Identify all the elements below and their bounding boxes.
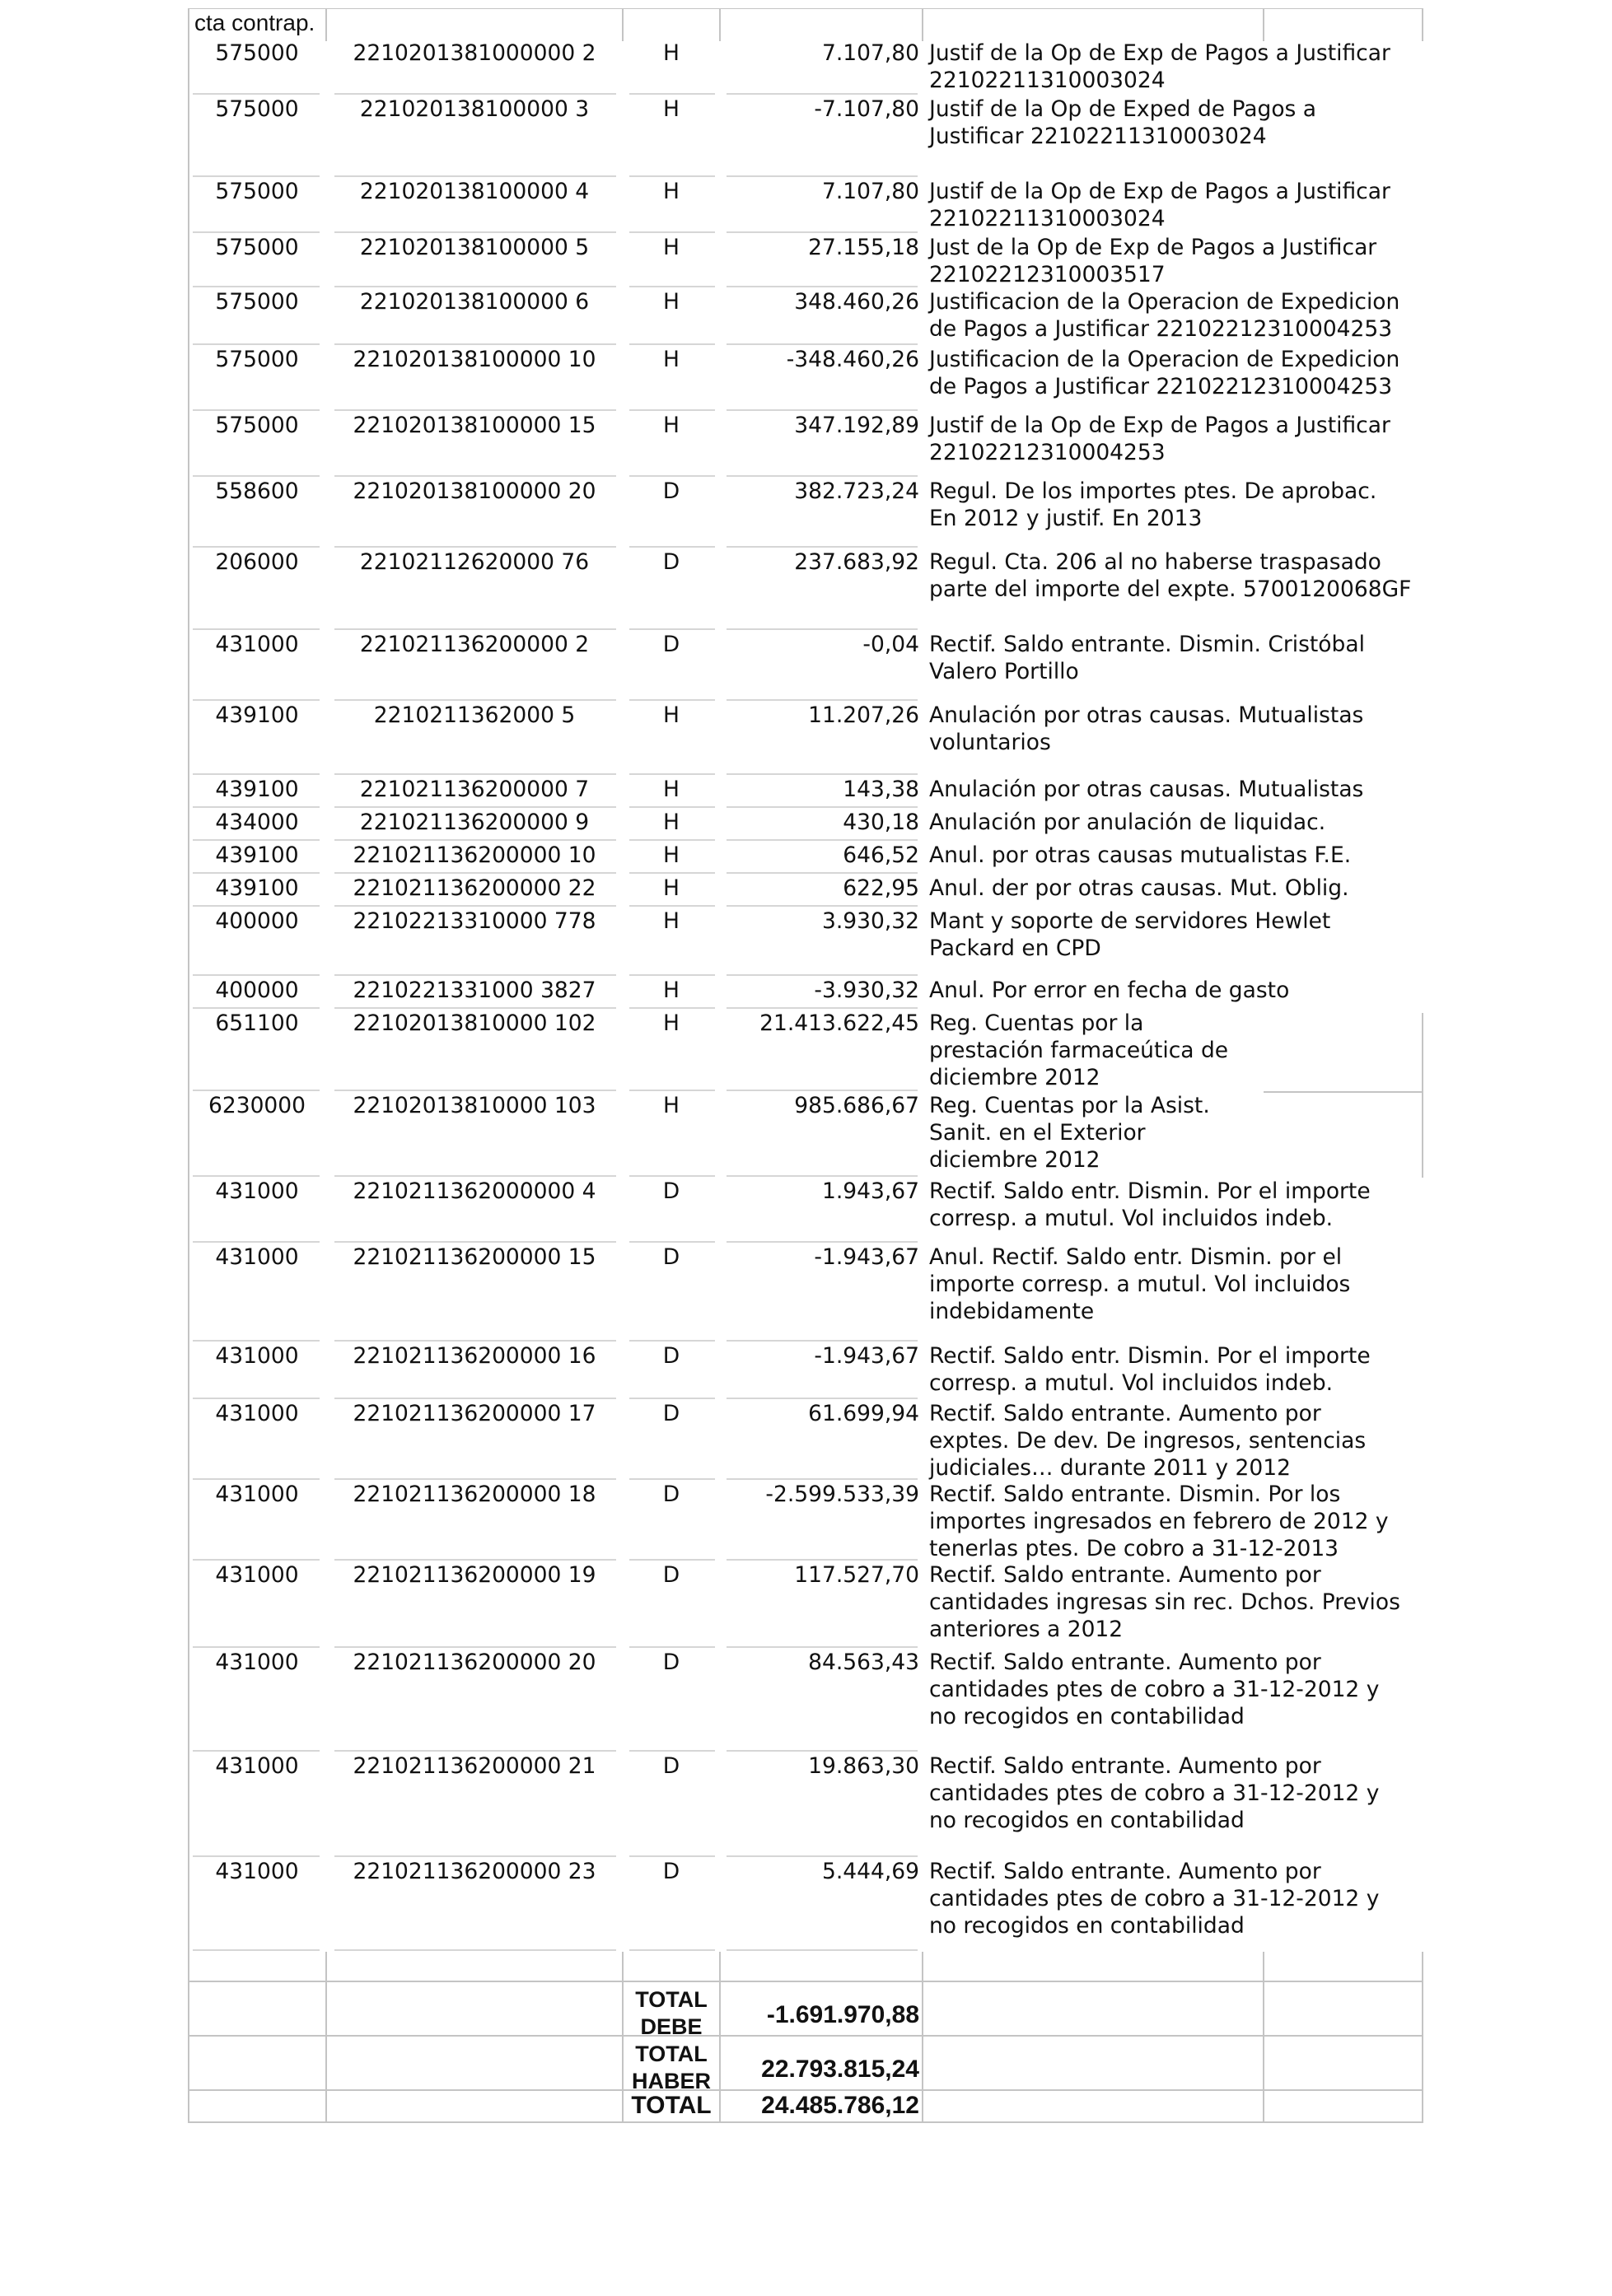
account-cell: 431000 — [215, 1401, 299, 1426]
account-cell: 400000 — [215, 978, 299, 1003]
description-cell: Anul. Rectif. Saldo entr. Dismin. por el importe corresp. a mutul. Vol incluidos indebidamente — [929, 1244, 1351, 1324]
amount-cell: 11.207,26 — [808, 702, 919, 728]
amount-cell: -3.930,32 — [814, 978, 919, 1003]
account-cell: 575000 — [215, 413, 299, 438]
reference-cell: 221021136200000 23 — [353, 1859, 596, 1884]
description-cell: Anulación por anulación de liquidac. — [929, 810, 1326, 835]
amount-cell: 237.683,92 — [794, 549, 919, 575]
description-cell: Justificacion de la Operacion de Expedicion de Pagos a Justificar 22102212310004253 — [929, 289, 1400, 342]
amount-cell: 348.460,26 — [794, 289, 919, 315]
total-haber-label-line2: HABER — [631, 2069, 711, 2093]
account-cell: 575000 — [215, 289, 299, 315]
account-cell: 439100 — [215, 842, 299, 868]
debit-credit-cell: H — [663, 1093, 680, 1118]
account-cell: 206000 — [215, 549, 299, 575]
debit-credit-cell: D — [662, 549, 680, 575]
account-cell: 431000 — [215, 1178, 299, 1204]
reference-cell: 221020138100000 6 — [359, 289, 590, 315]
description-cell: Regul. De los importes ptes. De aprobac. En 2012 y justif. En 2013 — [929, 478, 1377, 531]
amount-cell: 646,52 — [843, 842, 919, 868]
amount-cell: 19.863,30 — [808, 1753, 919, 1779]
amount-cell: 21.413.622,45 — [759, 1010, 919, 1036]
account-cell: 431000 — [215, 1482, 299, 1507]
debit-credit-cell: H — [663, 777, 680, 802]
description-cell: Rectif. Saldo entrante. Aumento por cantidades ptes de cobro a 31-12-2012 y no recogidos en contabilidad — [929, 1859, 1380, 1939]
account-cell: 431000 — [215, 1244, 299, 1270]
reference-cell: 221021136200000 2 — [359, 632, 590, 657]
account-cell: 431000 — [215, 632, 299, 657]
amount-cell: -348.460,26 — [786, 347, 919, 372]
debit-credit-cell: D — [662, 632, 680, 657]
total-haber-value: 22.793.815,24 — [761, 2056, 919, 2083]
reference-cell: 22102112620000 76 — [359, 549, 590, 575]
reference-cell: 221021136200000 16 — [353, 1343, 596, 1369]
reference-cell: 221021136200000 18 — [353, 1482, 596, 1507]
amount-cell: 27.155,18 — [808, 235, 919, 260]
description-cell: Rectif. Saldo entr. Dismin. Por el importe corresp. a mutul. Vol incluidos indeb. — [929, 1343, 1371, 1396]
debit-credit-cell: H — [663, 1010, 680, 1036]
reference-cell: 221020138100000 4 — [359, 179, 590, 204]
description-cell: Rectif. Saldo entrante. Aumento por cantidades ptes de cobro a 31-12-2012 y no recogidos en contabilidad — [929, 1753, 1380, 1833]
debit-credit-cell: H — [663, 842, 680, 868]
account-cell: 400000 — [215, 908, 299, 934]
reference-cell: 221021136200000 19 — [353, 1562, 596, 1588]
description-cell: Anulación por otras causas. Mutualistas voluntarios — [929, 702, 1364, 755]
amount-cell: 1.943,67 — [821, 1178, 919, 1204]
debit-credit-cell: D — [662, 1482, 680, 1507]
amount-cell: -1.943,67 — [814, 1343, 919, 1369]
account-cell: 558600 — [215, 478, 299, 504]
reference-cell: 22102013810000 103 — [353, 1093, 596, 1118]
reference-cell: 221021136200000 7 — [359, 777, 590, 802]
grand-total-label: TOTAL — [631, 2092, 712, 2119]
grand-total-value: 24.485.786,12 — [761, 2092, 919, 2119]
amount-cell: -7.107,80 — [814, 96, 919, 122]
debit-credit-cell: H — [663, 413, 680, 438]
account-cell: 431000 — [215, 1562, 299, 1588]
reference-cell: 221021136200000 20 — [353, 1650, 596, 1675]
debit-credit-cell: D — [662, 1343, 680, 1369]
amount-cell: 430,18 — [843, 810, 919, 835]
total-debe-label — [623, 1986, 720, 2041]
amount-cell: 117.527,70 — [794, 1562, 919, 1588]
account-cell: 6230000 — [208, 1093, 306, 1118]
amount-cell: -1.943,67 — [814, 1244, 919, 1270]
description-cell: Rectif. Saldo entr. Dismin. Por el importe corresp. a mutul. Vol incluidos indeb. — [929, 1178, 1371, 1231]
description-cell: Mant y soporte de servidores Hewlet Packard en CPD — [929, 908, 1331, 961]
amount-cell: 61.699,94 — [808, 1401, 919, 1426]
description-cell: Rectif. Saldo entrante. Dismin. Cristóbal Valero Portillo — [929, 632, 1365, 684]
amount-cell: 5.444,69 — [821, 1859, 919, 1884]
reference-cell: 221021136200000 10 — [353, 842, 596, 868]
description-cell: Rectif. Saldo entrante. Aumento por exptes. De dev. De ingresos, sentencias judiciales… durante 2011 y 2012 — [929, 1401, 1367, 1481]
account-cell: 439100 — [215, 702, 299, 728]
reference-cell: 221020138100000 15 — [353, 413, 596, 438]
reference-cell: 2210201381000000 2 — [353, 40, 596, 66]
debit-credit-cell: H — [663, 347, 680, 372]
column-header-cta-contrap: cta contrap. — [194, 10, 315, 35]
account-cell: 575000 — [215, 40, 299, 66]
debit-credit-cell: D — [662, 478, 680, 504]
total-debe-value: -1.691.970,88 — [766, 2001, 919, 2028]
reference-cell: 221020138100000 20 — [353, 478, 596, 504]
debit-credit-cell: H — [663, 96, 680, 122]
reference-cell: 221020138100000 10 — [353, 347, 596, 372]
amount-cell: 7.107,80 — [821, 40, 919, 66]
reference-cell: 221021136200000 17 — [353, 1401, 596, 1426]
amount-cell: 143,38 — [843, 777, 919, 802]
debit-credit-cell: H — [663, 235, 680, 260]
debit-credit-cell: H — [663, 875, 680, 901]
description-cell: Rectif. Saldo entrante. Aumento por cantidades ptes de cobro a 31-12-2012 y no recogidos en contabilidad — [929, 1650, 1380, 1729]
reference-cell: 221021136200000 21 — [353, 1753, 596, 1779]
account-cell: 431000 — [215, 1753, 299, 1779]
reference-cell: 2210211362000000 4 — [353, 1178, 596, 1204]
account-cell: 431000 — [215, 1859, 299, 1884]
reference-cell: 2210221331000 3827 — [353, 978, 596, 1003]
account-cell: 651100 — [215, 1010, 299, 1036]
description-cell: Just de la Op de Exp de Pagos a Justificar 22102212310003517 — [929, 235, 1377, 287]
description-cell: Justif de la Op de Exp de Pagos a Justificar 22102211310003024 — [929, 40, 1390, 93]
account-cell: 431000 — [215, 1650, 299, 1675]
amount-cell: 382.723,24 — [794, 478, 919, 504]
reference-cell: 22102213310000 778 — [353, 908, 596, 934]
debit-credit-cell: H — [663, 908, 680, 934]
description-cell: Justif de la Op de Exped de Pagos a Justificar 22102211310003024 — [929, 96, 1317, 149]
debit-credit-cell: H — [663, 179, 680, 204]
total-haber-label-line1: TOTAL — [635, 2042, 708, 2066]
reference-cell: 221021136200000 22 — [353, 875, 596, 901]
description-cell: Justificacion de la Operacion de Expedicion de Pagos a Justificar 22102212310004253 — [929, 347, 1400, 399]
amount-cell: 347.192,89 — [794, 413, 919, 438]
account-cell: 439100 — [215, 777, 299, 802]
total-haber-label — [623, 2041, 720, 2095]
description-cell: Regul. Cta. 206 al no haberse traspasado parte del importe del expte. 5700120068GF — [929, 549, 1412, 602]
description-cell: Justif de la Op de Exp de Pagos a Justificar 22102211310003024 — [929, 179, 1390, 231]
amount-cell: 985.686,67 — [794, 1093, 919, 1118]
description-cell: Anulación por otras causas. Mutualistas — [929, 777, 1364, 802]
account-cell: 431000 — [215, 1343, 299, 1369]
debit-credit-cell: H — [663, 40, 680, 66]
debit-credit-cell: D — [662, 1859, 680, 1884]
amount-cell: 7.107,80 — [821, 179, 919, 204]
amount-cell: -0,04 — [862, 632, 919, 657]
reference-cell: 22102013810000 102 — [353, 1010, 596, 1036]
reference-cell: 2210211362000 5 — [373, 702, 576, 728]
total-debe-label-line1: TOTAL — [635, 1987, 708, 2012]
description-cell: Justif de la Op de Exp de Pagos a Justificar 22102212310004253 — [929, 413, 1390, 465]
reference-cell: 221021136200000 9 — [359, 810, 590, 835]
description-cell: Reg. Cuentas por la Asist. Sanit. en el Exterior diciembre 2012 — [929, 1093, 1210, 1173]
description-cell: Rectif. Saldo entrante. Dismin. Por los importes ingresados en febrero de 2012 y tenerlas ptes. De cobro a 31-12-2013 — [929, 1482, 1389, 1561]
reference-cell: 221020138100000 3 — [359, 96, 590, 122]
debit-credit-cell: D — [662, 1562, 680, 1588]
description-cell: Anul. por otras causas mutualistas F.E. — [929, 842, 1352, 868]
account-cell: 434000 — [215, 810, 299, 835]
account-cell: 575000 — [215, 347, 299, 372]
reference-cell: 221020138100000 5 — [359, 235, 590, 260]
debit-credit-cell: D — [662, 1650, 680, 1675]
debit-credit-cell: H — [663, 810, 680, 835]
description-cell: Reg. Cuentas por la prestación farmaceútica de diciembre 2012 — [929, 1010, 1229, 1090]
debit-credit-cell: D — [662, 1401, 680, 1426]
description-cell: Anul. der por otras causas. Mut. Oblig. — [929, 875, 1349, 901]
description-cell: Anul. Por error en fecha de gasto — [929, 978, 1290, 1003]
amount-cell: 3.930,32 — [821, 908, 919, 934]
amount-cell: -2.599.533,39 — [765, 1482, 919, 1507]
debit-credit-cell: H — [663, 702, 680, 728]
amount-cell: 622,95 — [843, 875, 919, 901]
debit-credit-cell: D — [662, 1753, 680, 1779]
debit-credit-cell: D — [662, 1244, 680, 1270]
debit-credit-cell: H — [663, 289, 680, 315]
debit-credit-cell: D — [662, 1178, 680, 1204]
account-cell: 575000 — [215, 96, 299, 122]
amount-cell: 84.563,43 — [808, 1650, 919, 1675]
debit-credit-cell: H — [663, 978, 680, 1003]
reference-cell: 221021136200000 15 — [353, 1244, 596, 1270]
description-cell: Rectif. Saldo entrante. Aumento por cantidades ingresas sin rec. Dchos. Previos anteriores a 2012 — [929, 1562, 1400, 1642]
account-cell: 575000 — [215, 179, 299, 204]
total-debe-label-line2: DEBE — [640, 2014, 703, 2039]
account-cell: 575000 — [215, 235, 299, 260]
account-cell: 439100 — [215, 875, 299, 901]
